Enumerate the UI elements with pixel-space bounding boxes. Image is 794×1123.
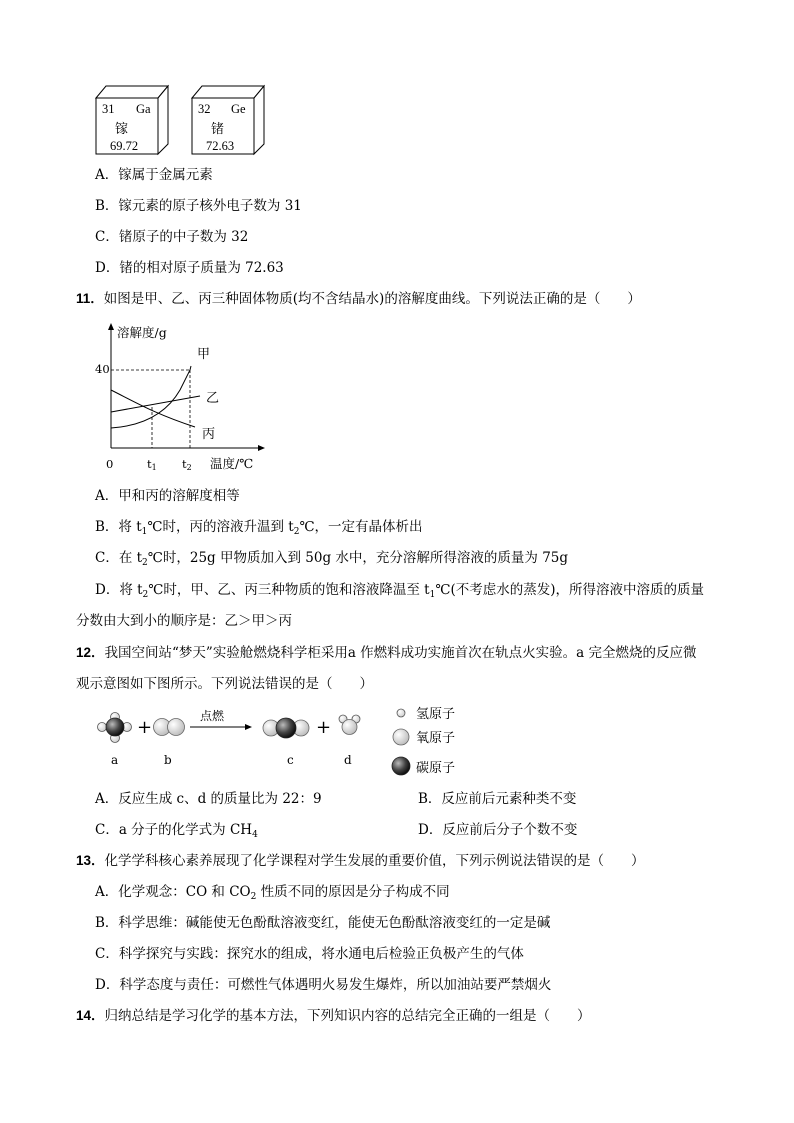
q11-number: 11． <box>76 291 104 306</box>
q12-option-a: A．反应生成 c、d 的质量比为 22：9 <box>95 791 322 807</box>
molecule-c <box>263 718 309 738</box>
q12-option-b: B．反应前后元素种类不变 <box>418 791 577 807</box>
element-card-ga <box>96 86 168 154</box>
y-tick-40: 40 <box>95 362 110 376</box>
origin-label: 0 <box>106 457 114 471</box>
q11-option-d: D．将 $t_2℃$时，甲、乙、丙三种物质的饱和溶液降温至 $t_1℃$(不考虑水的蒸发)，所得溶液中溶质的质量 <box>95 582 704 600</box>
y-axis-arrow <box>108 323 114 330</box>
q11-option-b: B．将 $t_1℃$时，丙的溶液升温到 $t_2℃$，一定有晶体析出 <box>95 519 423 537</box>
element-cards <box>88 80 288 160</box>
label-jia: 甲 <box>197 347 211 362</box>
label-yi: 乙 <box>206 391 220 406</box>
q13-option-a: A．化学观念：CO 和 $CO_2$ 性质不同的原因是分子构成不同 <box>95 884 450 902</box>
t2-label: t2 <box>182 457 192 472</box>
legend-o-swatch <box>393 729 409 745</box>
q11-stem <box>76 289 641 309</box>
y-axis-label: 溶解度/g <box>117 325 167 340</box>
arrow-label: 点燃 <box>200 709 225 723</box>
ga-symbol: Ga <box>136 102 151 116</box>
q10-option-b: B．镓元素的原子核外电子数为 31 <box>95 198 302 214</box>
legend-h-swatch <box>397 709 405 717</box>
q14-stem: 14．归纳总结是学习化学的基本方法，下列知识内容的总结完全正确的一组是（ ） <box>76 1008 591 1024</box>
q12-option-c: C．a 分子的化学式为 $CH_4$ <box>95 822 258 840</box>
plus-1: + <box>137 717 153 738</box>
curve-jia <box>111 366 191 428</box>
q12-stem-line2: 观示意图如下图所示。下列说法错误的是（ ） <box>76 676 373 692</box>
ge-mass: 72.63 <box>206 139 235 153</box>
label-bing: 丙 <box>202 427 216 442</box>
q11-option-d-cont: 分数由大到小的顺序是：乙＞甲＞丙 <box>76 613 292 629</box>
q12-number: 12． <box>76 645 105 660</box>
ga-name: 镓 <box>115 121 129 136</box>
label-d: d <box>344 753 352 767</box>
q13-option-b: B．科学思维：碱能使无色酚酞溶液变红，能使无色酚酞溶液变红的一定是碱 <box>95 915 551 931</box>
label-b: b <box>164 753 172 767</box>
q11-option-c: C．在 $t_2℃$时，25g 甲物质加入到 50g 水中，充分溶解所得溶液的质量为 75g <box>95 550 569 568</box>
ge-number: 32 <box>198 102 211 116</box>
q10-option-a: A．镓属于金属元素 <box>95 167 213 183</box>
q13-number: 13． <box>76 853 105 868</box>
curve-bing <box>111 390 195 427</box>
ga-mass: 69.72 <box>110 139 139 153</box>
x-axis-arrow <box>258 445 265 451</box>
reaction-diagram <box>90 700 490 780</box>
solubility-chart <box>95 320 275 475</box>
ge-symbol: Ge <box>231 102 246 116</box>
q10-option-d: D．锗的相对原子质量为 72.63 <box>95 260 284 276</box>
legend <box>392 707 455 776</box>
reaction-arrow-head <box>245 724 252 730</box>
molecule-a <box>98 713 132 743</box>
q13-option-d: D．科学态度与责任：可燃性气体遇明火易发生爆炸，所以加油站要严禁烟火 <box>95 977 552 993</box>
curve-yi <box>111 396 200 412</box>
q10-option-c: C．锗原子的中子数为 32 <box>95 229 249 245</box>
ge-name: 锗 <box>211 121 225 136</box>
q14-number: 14． <box>76 1008 105 1023</box>
legend-c: 碳原子 <box>416 761 456 776</box>
q13-stem: 13．化学学科核心素养展现了化学课程对学生发展的重要价值，下列示例说法错误的是（ ） <box>76 853 645 869</box>
molecule-b <box>154 719 185 736</box>
plus-2: + <box>316 717 332 738</box>
ga-number: 31 <box>102 102 115 116</box>
legend-c-swatch <box>392 757 410 775</box>
label-a: a <box>111 753 119 767</box>
legend-o: 氧原子 <box>416 731 456 746</box>
molecule-d <box>339 715 360 735</box>
q12-option-d: D．反应前后分子个数不变 <box>418 822 578 838</box>
q12-stem-line1: 12．我国空间站“梦天”实验舱燃烧科学柜采用a 作燃料成功实施首次在轨点火实验。a 完全燃烧的反应微 <box>76 645 697 661</box>
x-axis-label: 温度/℃ <box>210 456 254 471</box>
q13-option-c: C．科学探究与实践：探究水的组成，将水通电后检验正负极产生的气体 <box>95 946 524 962</box>
q11-text: 如图是甲、乙、丙三种固体物质(均不含结晶水)的溶解度曲线。下列说法正确的是（ ） <box>103 291 641 307</box>
legend-h: 氢原子 <box>416 707 456 722</box>
t1-label: t1 <box>147 457 157 472</box>
element-card-ge <box>192 86 264 154</box>
q11-option-a: A．甲和丙的溶解度相等 <box>95 488 240 504</box>
label-c: c <box>287 753 294 767</box>
